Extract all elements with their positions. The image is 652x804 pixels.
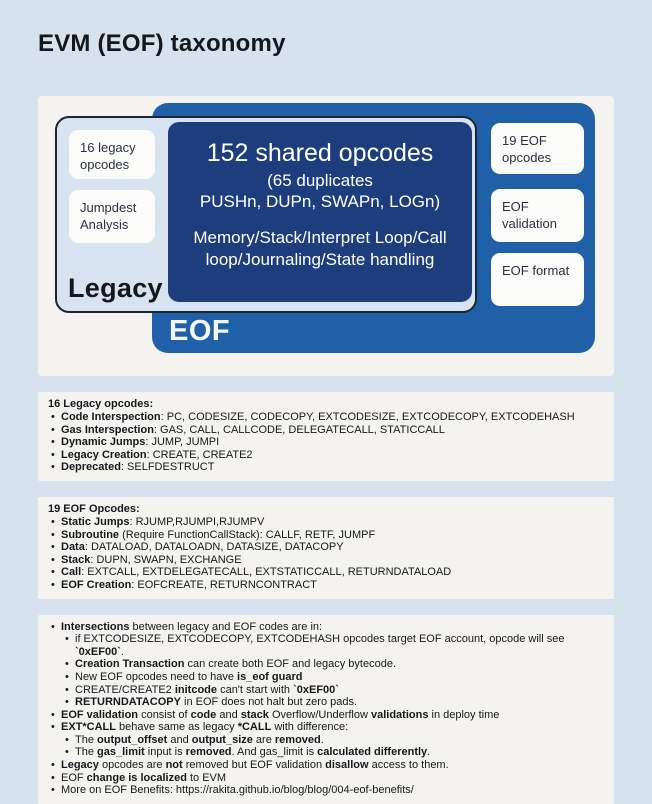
bullet-dot: • bbox=[51, 566, 55, 579]
bullet-dot: • bbox=[65, 633, 69, 646]
bullet-dot: • bbox=[51, 771, 55, 784]
bullet-list bbox=[48, 411, 604, 474]
bullet-item bbox=[48, 709, 604, 722]
bullet-item bbox=[48, 529, 604, 542]
shared-opcodes-box bbox=[168, 122, 472, 302]
bullet-text: Subroutine (Require FunctionCallStack): CALLF, RETF, JUMPF bbox=[61, 528, 376, 541]
bullet-text: Code Interspection: PC, CODESIZE, CODECOPY, EXTCODESIZE, EXTCODECOPY, EXTCODEHASH bbox=[61, 411, 575, 423]
eof-opcodes-panel bbox=[38, 497, 614, 599]
bullet-item bbox=[48, 784, 604, 797]
bullet-dot: • bbox=[65, 683, 69, 696]
bullet-dot: • bbox=[51, 578, 55, 591]
bullet-item bbox=[48, 721, 604, 734]
legacy-card-jumpdest: Jumpdest Analysis bbox=[69, 190, 155, 243]
bullet-dot: • bbox=[51, 448, 55, 461]
bullet-text: Call: EXTCALL, EXTDELEGATECALL, EXTSTATICCALL, RETURNDATALOAD bbox=[61, 566, 452, 579]
bullet-text: if EXTCODESIZE, EXTCODECOPY, EXTCODEHASH opcodes target EOF account, opcode will see `0xEF00`. bbox=[75, 633, 565, 658]
duplicates-opcodes-line: PUSHn, DUPn, SWAPn, LOGn) bbox=[199, 191, 441, 211]
bullet-text: Legacy Creation: CREATE, CREATE2 bbox=[61, 448, 253, 461]
bullet-item bbox=[48, 579, 604, 592]
bullet-list bbox=[48, 621, 604, 797]
bullet-item bbox=[48, 684, 604, 697]
legacy-opcodes-panel bbox=[38, 392, 614, 481]
bullet-text: Dynamic Jumps: JUMP, JUMPI bbox=[61, 436, 220, 449]
duplicates-line: (65 duplicates bbox=[267, 170, 373, 190]
bullet-text: Stack: DUPN, SWAPN, EXCHANGE bbox=[61, 553, 242, 566]
bullet-item bbox=[48, 759, 604, 772]
bullet-dot: • bbox=[65, 746, 69, 759]
panel-heading: 19 EOF Opcodes: bbox=[48, 502, 140, 515]
bullet-dot: • bbox=[65, 696, 69, 709]
shared-opcodes-count: 152 shared opcodes bbox=[206, 139, 434, 167]
bullet-dot: • bbox=[51, 721, 55, 734]
bullet-dot: • bbox=[51, 423, 55, 436]
bullet-dot: • bbox=[51, 436, 55, 449]
legacy-label: Legacy bbox=[68, 273, 163, 303]
bullet-item bbox=[48, 424, 604, 437]
bullet-list bbox=[48, 516, 604, 592]
bullet-text: RETURNDATACOPY in EOF does not halt but zero pads. bbox=[75, 696, 358, 709]
bullet-dot: • bbox=[51, 553, 55, 566]
bullet-item bbox=[48, 658, 604, 671]
bullet-item bbox=[48, 436, 604, 449]
bullet-item bbox=[48, 671, 604, 684]
bullet-text: More on EOF Benefits: https://rakita.github.io/blog/blog/004-eof-benefits/ bbox=[61, 784, 414, 797]
bullet-text: Intersections between legacy and EOF codes are in: bbox=[61, 620, 323, 633]
bullet-item bbox=[48, 734, 604, 747]
bullet-text: Legacy opcodes are not removed but EOF validation disallow access to them. bbox=[61, 759, 449, 772]
bullet-dot: • bbox=[51, 528, 55, 541]
bullet-item bbox=[48, 516, 604, 529]
bullet-dot: • bbox=[51, 759, 55, 772]
bullet-text: The gas_limit input is removed. And gas_limit is calculated differently. bbox=[75, 746, 431, 759]
intersections-panel bbox=[38, 615, 614, 804]
shared-components-line2: loop/Journaling/State handling bbox=[205, 249, 435, 269]
bullet-text: EOF change is localized to EVM bbox=[61, 771, 227, 784]
bullet-dot: • bbox=[51, 784, 55, 797]
bullet-text: Deprecated: SELFDESTRUCT bbox=[61, 461, 215, 474]
bullet-text: EXT*CALL behave same as legacy *CALL with difference: bbox=[61, 721, 349, 734]
eof-card-format: EOF format bbox=[491, 253, 584, 306]
bullet-dot: • bbox=[65, 658, 69, 671]
bullet-text: The output_offset and output_size are removed. bbox=[75, 733, 324, 746]
bullet-dot: • bbox=[51, 541, 55, 554]
bullet-item bbox=[48, 461, 604, 474]
bullet-item bbox=[48, 411, 604, 424]
legacy-region bbox=[55, 116, 477, 313]
bullet-text: Data: DATALOAD, DATALOADN, DATASIZE, DATACOPY bbox=[61, 541, 344, 554]
bullet-item bbox=[48, 566, 604, 579]
bullet-item bbox=[48, 449, 604, 462]
bullet-dot: • bbox=[51, 708, 55, 721]
bullet-dot: • bbox=[65, 733, 69, 746]
bullet-text: Static Jumps: RJUMP,RJUMPI,RJUMPV bbox=[61, 515, 265, 528]
taxonomy-diagram bbox=[38, 96, 614, 376]
eof-label: EOF bbox=[169, 315, 231, 347]
bullet-item bbox=[48, 772, 604, 785]
eof-card-opcodes: 19 EOF opcodes bbox=[491, 123, 584, 174]
bullet-item bbox=[48, 621, 604, 634]
bullet-dot: • bbox=[65, 670, 69, 683]
legacy-card-opcodes: 16 legacy opcodes bbox=[69, 130, 155, 179]
bullet-dot: • bbox=[51, 620, 55, 633]
bullet-dot: • bbox=[51, 515, 55, 528]
bullet-text: EOF validation consist of code and stack Overflow/Underflow validations in deploy time bbox=[61, 708, 500, 721]
shared-components-line1: Memory/Stack/Interpret Loop/Call bbox=[193, 228, 447, 248]
bullet-text: EOF Creation: EOFCREATE, RETURNCONTRACT bbox=[61, 578, 317, 591]
panel-heading: 16 Legacy opcodes: bbox=[48, 398, 154, 410]
bullet-item bbox=[48, 554, 604, 567]
bullet-text: Creation Transaction can create both EOF and legacy bytecode. bbox=[75, 658, 396, 671]
bullet-text: Gas Interspection: GAS, CALL, CALLCODE, DELEGATECALL, STATICCALL bbox=[61, 423, 445, 436]
bullet-item bbox=[48, 633, 604, 658]
bullet-dot: • bbox=[51, 461, 55, 474]
bullet-dot: • bbox=[51, 411, 55, 423]
bullet-item bbox=[48, 541, 604, 554]
bullet-item bbox=[48, 746, 604, 759]
eof-card-validation: EOF validation bbox=[491, 189, 584, 242]
page-title: EVM (EOF) taxonomy bbox=[38, 30, 286, 57]
bullet-text: New EOF opcodes need to have is_eof guard bbox=[75, 670, 303, 683]
bullet-item bbox=[48, 696, 604, 709]
bullet-text: CREATE/CREATE2 initcode can't start with `0xEF00` bbox=[75, 683, 339, 696]
